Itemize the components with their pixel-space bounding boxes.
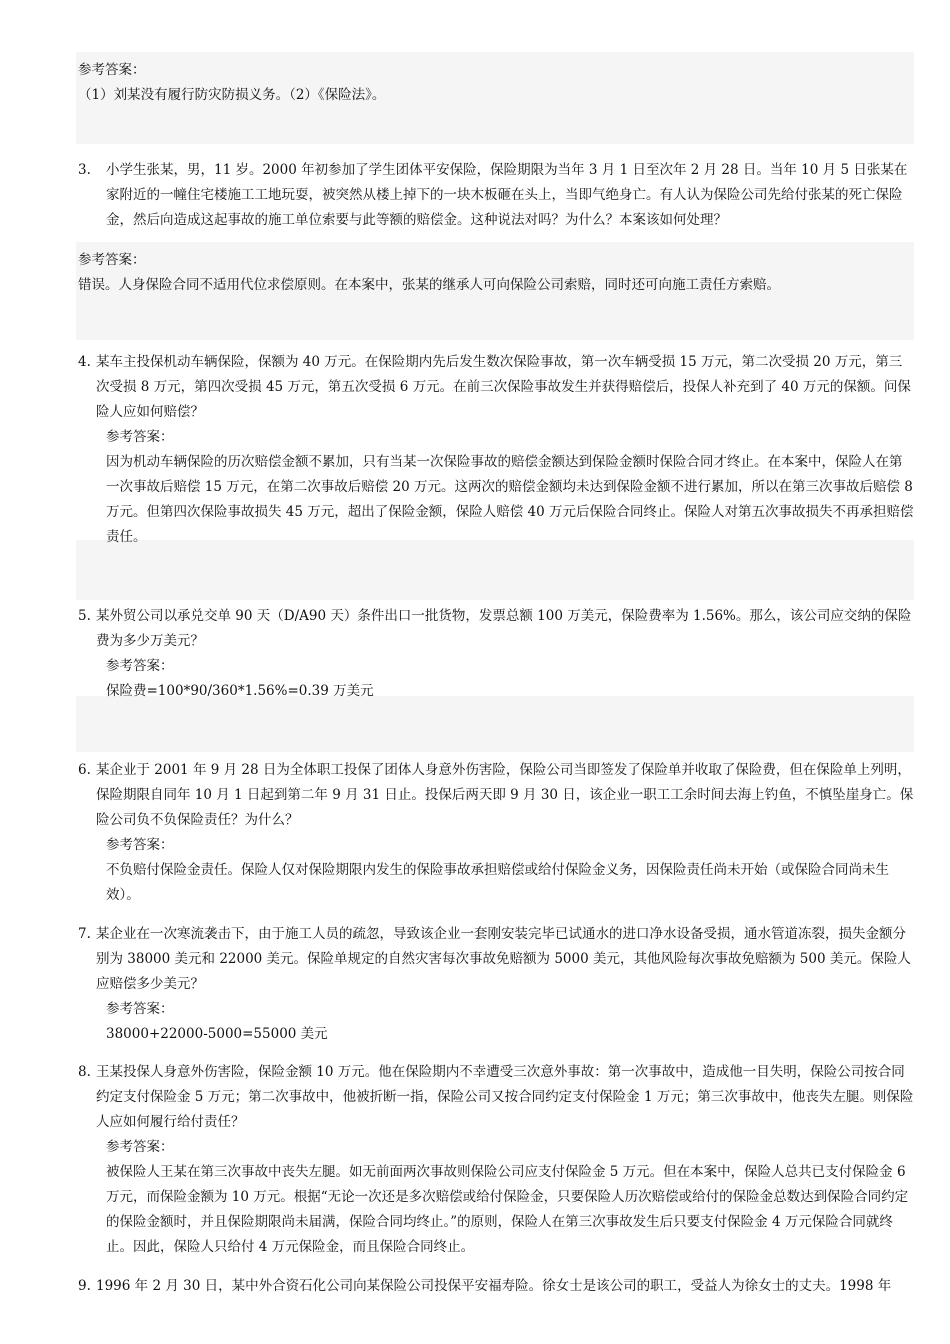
question-number: 7. — [78, 926, 91, 942]
question-text: 小学生张某，男，11 岁。2000 年初参加了学生团体平安保险，保险期限为当年 3 月 1 日至次年 2 月 28 日。当年 10 月 5 日张某在家附近的一幢住宅楼施工工地玩耍，被突然从楼上掉下的一块木板砸在头上，当即气绝身亡。有人认为保险公司先给付张某的死亡保险金，然后向造成这起事故的施工单位索要与此等额的赔偿金。这种说法对吗？为什么？本案该如何处理？ — [106, 162, 908, 228]
question-6 — [78, 758, 914, 908]
question-4 — [78, 350, 914, 550]
answer-label: 参考答案： — [106, 1139, 174, 1155]
question-3 — [78, 158, 914, 233]
answer-block-0 — [78, 58, 914, 108]
question-text: 1996 年 2 月 30 日，某中外合资石化公司向某保险公司投保平安福寿险。徐女士是该公司的职工，受益人为徐女士的丈夫。1998 年 — [96, 1278, 892, 1294]
answer-text: 38000+22000-5000=55000 美元 — [106, 1026, 328, 1042]
question-number: 9. — [78, 1278, 91, 1294]
shaded-band — [76, 696, 914, 752]
answer-block-3 — [78, 248, 914, 298]
answer-text: 保险费=100*90/360*1.56%=0.39 万美元 — [106, 683, 374, 699]
question-9 — [78, 1274, 914, 1300]
question-8 — [78, 1060, 914, 1260]
question-number: 5. — [78, 608, 91, 624]
answer-text: （1）刘某没有履行防灾防损义务。（2）《保险法》。 — [78, 87, 386, 103]
question-text: 王某投保人身意外伤害险，保险金额 10 万元。他在保险期内不幸遭受三次意外事故：第一次事故中，造成他一目失明，保险公司按合同约定支付保险金 5 万元；第二次事故中，他被折断一指，保险公司又按合同约定支付保险金 1 万元；第三次事故中，他丧失左腿。则保险人应如何履行给付责任？ — [96, 1064, 914, 1130]
answer-text: 被保险人王某在第三次事故中丧失左腿。如无前面两次事故则保险公司应支付保险金 5 万元。但在本案中，保险人总共已支付保险金 6 万元，而保险金额为 10 万元。根据“无论一次还是多次赔偿或给付保险金，只要保险人历次赔偿或给付的保险金总数达到保险合同约定的保险金额时，并且保险期限尚未届满，保险合同均终止。”的原则，保险人在第三次事故发生后只要支付保险金 4 万元保险合同就终止。因此，保险人只给付 4 万元保险金，而且保险合同终止。 — [106, 1164, 909, 1255]
question-text: 某外贸公司以承兑交单 90 天（D/A90 天）条件出口一批货物，发票总额 100 万美元，保险费率为 1.56%。那么，该公司应交纳的保险费为多少万美元？ — [96, 608, 912, 649]
answer-label: 参考答案： — [106, 837, 174, 853]
answer-label: 参考答案： — [106, 1001, 174, 1017]
answer-label: 参考答案： — [106, 658, 174, 674]
answer-label: 参考答案： — [78, 62, 146, 78]
question-number: 4. — [78, 354, 91, 370]
question-5 — [78, 604, 914, 704]
question-number: 3. — [78, 162, 91, 178]
question-text: 某企业在一次寒流袭击下，由于施工人员的疏忽，导致该企业一套刚安装完毕已试通水的进口净水设备受损，通水管道冻裂，损失金额分别为 38000 美元和 22000 美元。保险单规定的自然灾害每次事故免赔额为 5000 美元，其他风险每次事故免赔额为 500 美元。保险人应赔偿多少美元？ — [96, 926, 911, 992]
question-number: 8. — [78, 1064, 91, 1080]
answer-label: 参考答案： — [106, 429, 174, 445]
question-7 — [78, 922, 914, 1047]
question-number: 6. — [78, 762, 91, 778]
answer-text: 因为机动车辆保险的历次赔偿金额不累加，只有当某一次保险事故的赔偿金额达到保险金额时保险合同才终止。在本案中，保险人在第一次事故后赔偿 15 万元，在第二次事故后赔偿 20 万元。这两次的赔偿金额均未达到保险金额不进行累加，所以在第三次事故后赔偿 8 万元。但第四次保险事故损失 45 万元，超出了保险金额，保险人赔偿 40 万元后保险合同终止。保险人对第五次事故损失不再承担赔偿责任。 — [106, 454, 914, 545]
answer-text: 不负赔付保险金责任。保险人仅对保险期限内发生的保险事故承担赔偿或给付保险金义务，因保险责任尚未开始（或保险合同尚未生效）。 — [106, 862, 889, 903]
question-text: 某车主投保机动车辆保险，保额为 40 万元。在保险期内先后发生数次保险事故，第一次车辆受损 15 万元，第二次受损 20 万元，第三次受损 8 万元，第四次受损 45 万元，第五次受损 6 万元。在前三次保险事故发生并获得赔偿后，投保人补充到了 40 万元的保额。问保险人应如何赔偿？ — [96, 354, 911, 420]
question-text: 某企业于 2001 年 9 月 28 日为全体职工投保了团体人身意外伤害险，保险公司当即签发了保险单并收取了保险费，但在保险单上列明，保险期限自同年 10 月 1 日起到第二年 9 月 31 日止。投保后两天即 9 月 30 日，该企业一职工工余时间去海上钓鱼，不慎坠崖身亡。保险公司负不负保险责任？为什么？ — [96, 762, 914, 828]
answer-label: 参考答案： — [78, 252, 146, 268]
answer-text: 错误。人身保险合同不适用代位求偿原则。在本案中，张某的继承人可向保险公司索赔，同时还可向施工责任方索赔。 — [78, 277, 780, 293]
